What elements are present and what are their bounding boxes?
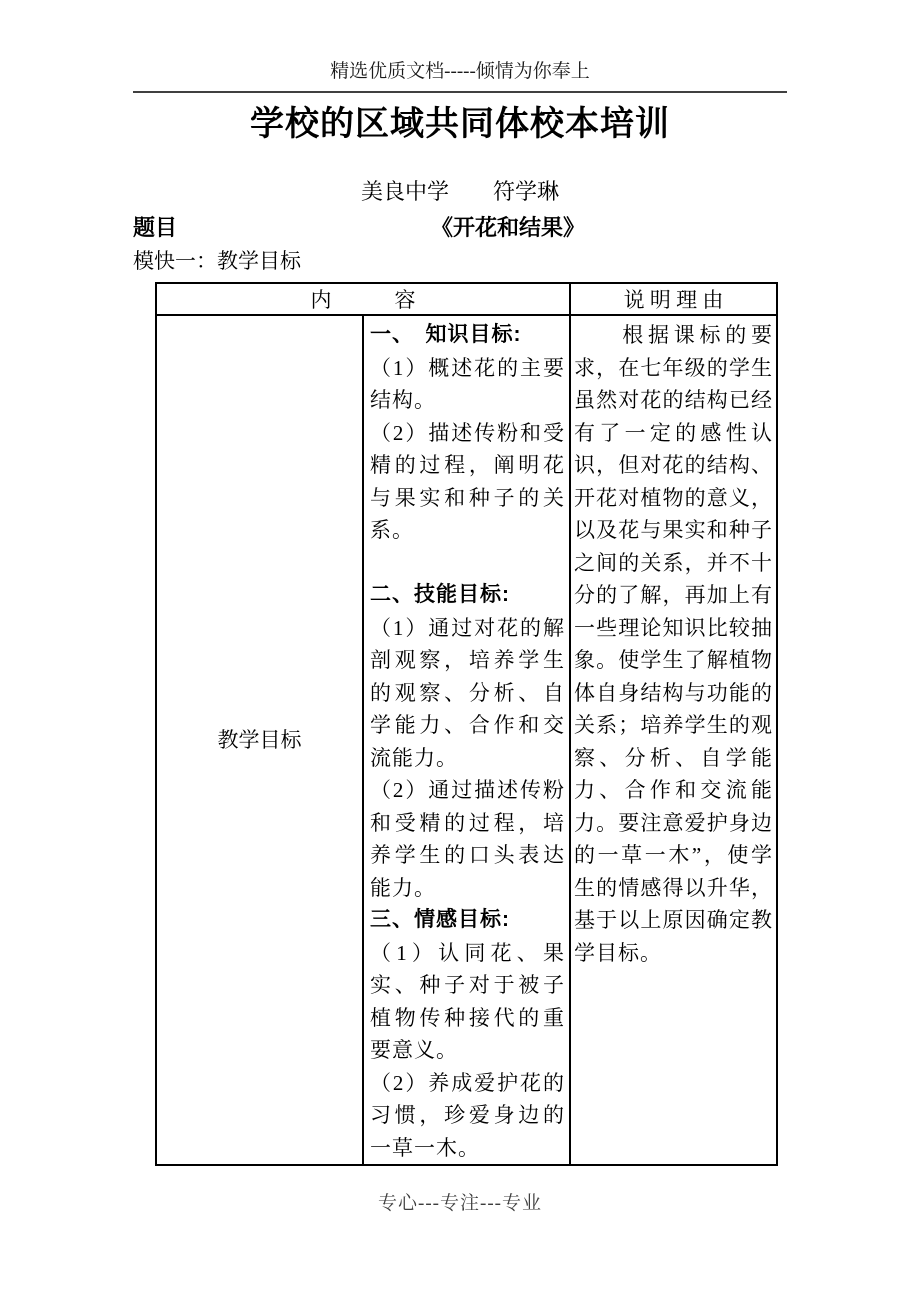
byline: 美良中学 符学琳: [360, 179, 559, 204]
goal-item-text: （1）通过对花的解剖观察，培养学生的观察、分析、自学能力、合作和交流能力。: [370, 615, 565, 770]
column-header-content: 内 容: [156, 283, 570, 315]
goal-item-text: （2）通过描述传粉和受精的过程，培养学生的口头表达能力。: [370, 778, 565, 900]
table-header-row: [156, 283, 777, 315]
header-slogan: 精选优质文档-----倾情为你奉上: [330, 61, 590, 82]
page-header: [0, 0, 920, 84]
goal-item-text: （2）养成爱护花的习惯，珍爱身边的一草一木。: [370, 1070, 565, 1160]
goal-section-heading: 二、技能目标:: [370, 583, 510, 606]
goal-item-text: （1）认同花、果实、种子对于被子植物传种接代的重要意义。: [370, 940, 565, 1062]
header-divider: [133, 91, 787, 93]
goal-item-text: （2）描述传粉和受精的过程，阐明花与果实和种子的关系。: [370, 420, 565, 542]
reason-cell: [570, 315, 777, 1165]
module-heading: 模快一：教学目标: [133, 249, 301, 273]
goal-section-heading: 三、情感目标:: [370, 908, 510, 931]
table-body-row: [156, 315, 777, 1165]
blank-line: [370, 547, 565, 580]
goal-section-heading: 一、 知识目标:: [370, 323, 522, 346]
page-footer: 专心---专注---专业: [378, 1193, 542, 1214]
topic-label: 题目: [133, 215, 178, 240]
topic-title: 《开花和结果》: [430, 215, 585, 240]
goal-item-text: （1）概述花的主要结构。: [370, 355, 565, 412]
teaching-goals-table: [155, 282, 778, 1166]
row-label-teaching-goals: 教学目标: [156, 315, 363, 1165]
column-header-reason: 说 明 理 由: [570, 283, 777, 315]
topic-row: [133, 214, 787, 242]
document-title: 学校的区域共同体校本培训: [250, 106, 670, 143]
content-cell: [363, 315, 570, 1165]
reason-paragraph: 根据课标的要求，在七年级的学生虽然对花的结构已经有了一定的感性认识，但对花的结构、开花对植物的意义，以及花与果实和种子之间的关系，并不十分的了解，再加上有一些理论知识比较抽象。使学生了解植物体自身结构与功能的关系；培养学生的观察、分析、自学能力、合作和交流能力。要注意爱护身边的一草一木”，使学生的情感得以升华，基于以上原因确定教学目标。: [574, 323, 773, 965]
